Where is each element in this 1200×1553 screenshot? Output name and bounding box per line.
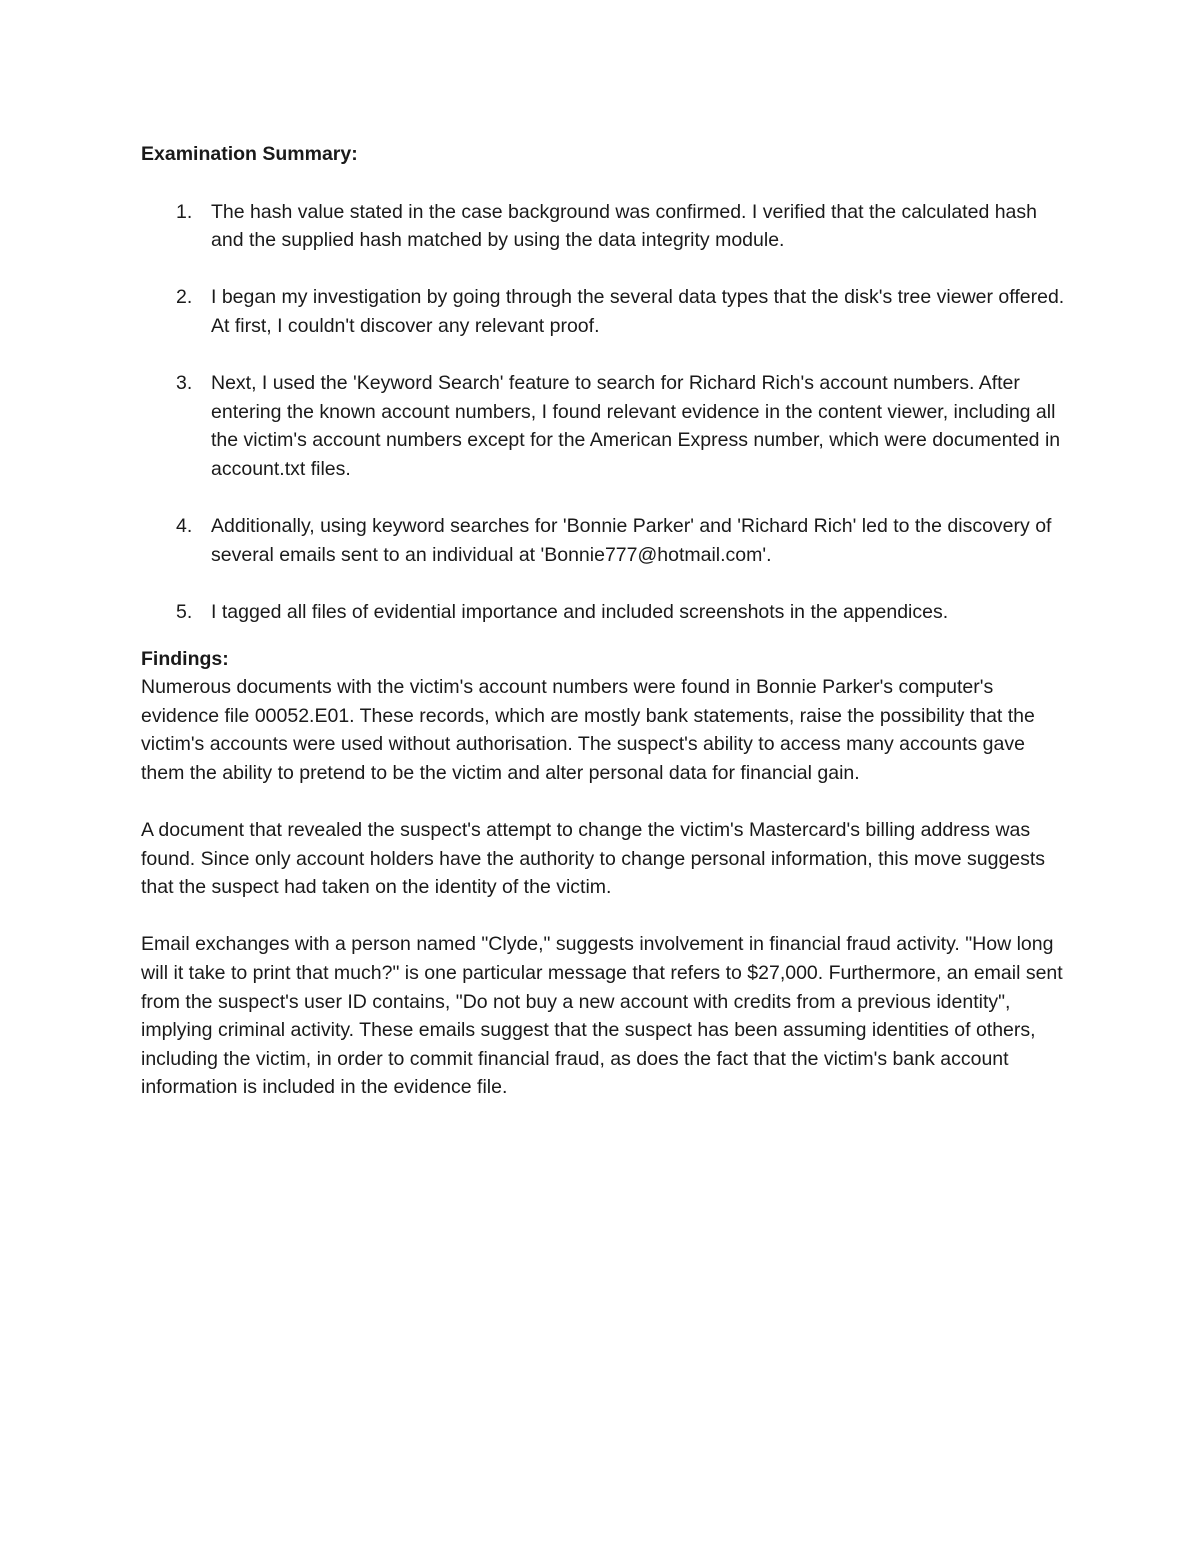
list-item-number: 4. [176, 515, 193, 538]
findings-section [141, 645, 1071, 1103]
list-item [141, 369, 1071, 483]
list-item-text: I began my investigation by going through the several data types that the disk's tree viewer offered. At first, I couldn't discover any relevant proof. [211, 286, 1065, 337]
findings-paragraph: Email exchanges with a person named "Clyde," suggests involvement in financial fraud activity. "How long will it take to print that much?" is one particular message that refers to $27,000. Furthermore, an email sent from the suspect's user ID contains, "Do not buy a new account with credits from a previous identity", implying criminal activity. These emails suggest that the suspect has been assuming identities of others, including the victim, in order to commit financial fraud, as does the fact that the victim's bank account information is included in the evidence file. [141, 933, 1063, 1099]
findings-heading: Findings: [141, 647, 229, 670]
findings-paragraph: A document that revealed the suspect's attempt to change the victim's Mastercard's billing address was found. Since only account holders have the authority to change personal information, this move suggests that the suspect had taken on the identity of the victim. [141, 819, 1046, 899]
list-item [141, 283, 1071, 340]
examination-steps-list [141, 198, 1071, 627]
list-item [141, 512, 1071, 569]
findings-paragraph: Numerous documents with the victim's account numbers were found in Bonnie Parker's computer's evidence file 00052.E01. These records, which are mostly bank statements, raise the possibility that the victim's accounts were used without authorisation. The suspect's ability to access many accounts gave them the ability to pretend to be the victim and alter personal data for financial gain. [141, 676, 1035, 784]
list-item-text: I tagged all files of evidential importance and included screenshots in the appendices. [211, 600, 949, 623]
list-item-number: 2. [176, 286, 193, 309]
list-item-text: Next, I used the 'Keyword Search' feature to search for Richard Rich's account numbers. After entering the known account numbers, I found relevant evidence in the content viewer, including all the victim's account numbers except for the American Express number, which were documented in account.txt files. [211, 372, 1061, 480]
list-item-text: Additionally, using keyword searches for 'Bonnie Parker' and 'Richard Rich' led to the discovery of several emails sent to an individual at 'Bonnie777@hotmail.com'. [211, 515, 1052, 566]
examination-summary-heading: Examination Summary: [141, 143, 358, 165]
list-item [141, 598, 1071, 627]
list-item-number: 3. [176, 372, 193, 395]
list-item-number: 5. [176, 600, 193, 623]
list-item-text: The hash value stated in the case background was confirmed. I verified that the calculated hash and the supplied hash matched by using the data integrity module. [211, 200, 1037, 252]
list-item-number: 1. [176, 200, 193, 223]
document-page [141, 140, 1071, 1102]
list-item [141, 198, 1071, 255]
